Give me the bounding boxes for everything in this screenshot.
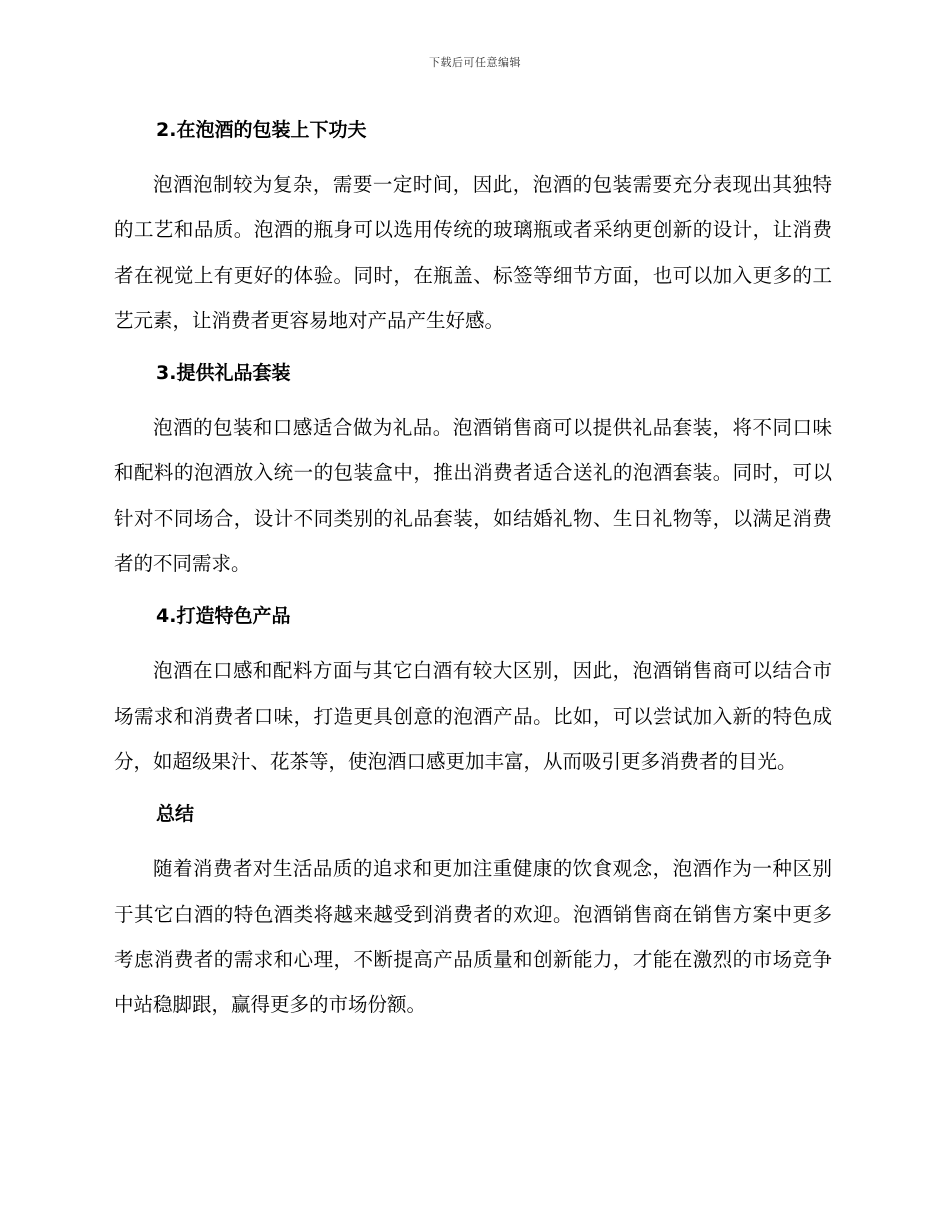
section-heading: 3.提供礼品套装 xyxy=(156,362,291,385)
section-paragraph: 随着消费者对生活品质的追求和更加注重健康的饮食观念，泡酒作为一种区别于其它白酒的特色酒类将越来越受到消费者的欢迎。泡酒销售商在销售方案中更多考虑消费者的需求和心理，不断提高产品质量和创新能力，才能在激烈的市场竞争中站稳脚跟，赢得更多的市场份额。 xyxy=(114,857,832,1017)
section-heading: 2.在泡酒的包装上下功夫 xyxy=(156,119,367,141)
page-header-note: 下载后可任意编辑 xyxy=(429,56,521,69)
section-featured-products xyxy=(114,598,832,784)
section-paragraph: 泡酒在口感和配料方面与其它白酒有较大区别，因此，泡酒销售商可以结合市场需求和消费者口味，打造更具创意的泡酒产品。比如，可以尝试加入新的特色成分，如超级果汁、花茶等，使泡酒口感更加丰富，从而吸引更多消费者的目光。 xyxy=(114,659,832,773)
section-heading: 总结 xyxy=(156,803,195,826)
section-paragraph: 泡酒泡制较为复杂，需要一定时间，因此，泡酒的包装需要充分表现出其独特的工艺和品质。泡酒的瓶身可以选用传统的玻璃瓶或者采纳更创新的设计，让消费者在视觉上有更好的体验。同时，在瓶盖、标签等细节方面，也可以加入更多的工艺元素，让消费者更容易地对产品产生好感。 xyxy=(114,173,832,332)
document-body xyxy=(114,112,832,1039)
section-summary xyxy=(114,796,832,1027)
section-heading: 4.打造特色产品 xyxy=(156,605,291,628)
section-paragraph: 泡酒的包装和口感适合做为礼品。泡酒销售商可以提供礼品套装，将不同口味和配料的泡酒放入统一的包装盒中，推出消费者适合送礼的泡酒套装。同时，可以针对不同场合，设计不同类别的礼品套装，如结婚礼物、生日礼物等，以满足消费者的不同需求。 xyxy=(114,416,832,576)
section-packaging xyxy=(114,112,832,343)
section-gift-sets xyxy=(114,355,832,586)
